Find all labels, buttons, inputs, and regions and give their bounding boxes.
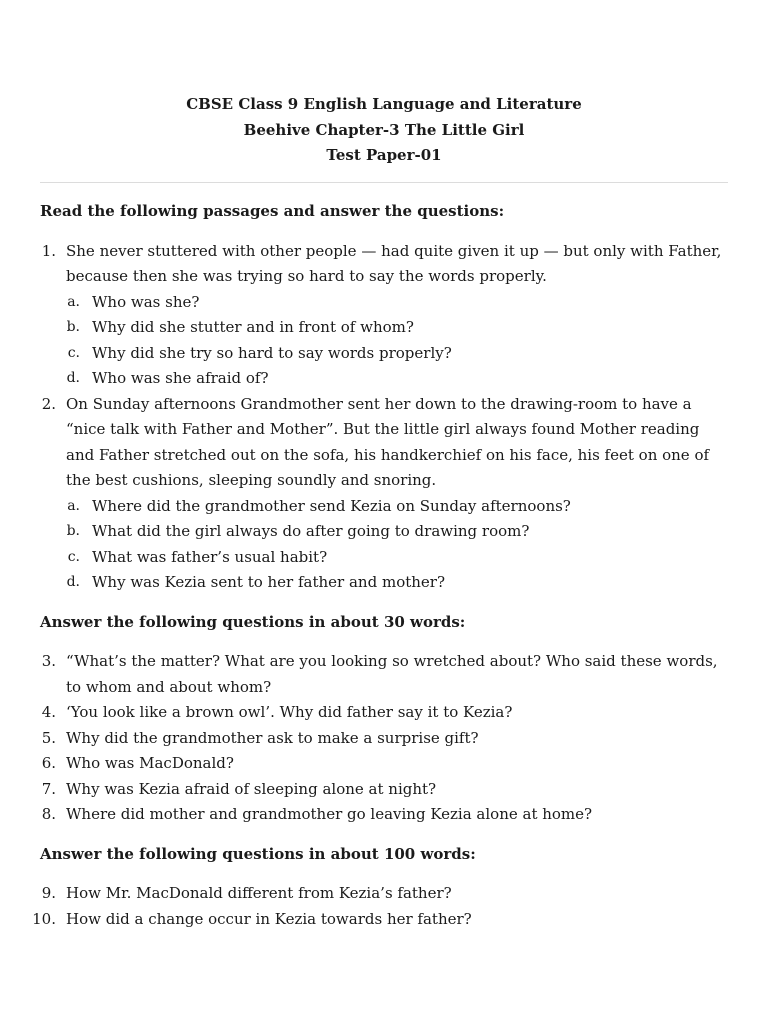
question-number: 2. bbox=[41, 394, 56, 413]
subquestion-item bbox=[66, 494, 728, 520]
question-text: How Mr. MacDonald different from Kezia’s father? bbox=[66, 884, 452, 902]
subquestion-text: What did the girl always do after going to drawing room? bbox=[92, 522, 530, 540]
question-number: 4. bbox=[41, 703, 56, 721]
subquestion-letter: a. bbox=[67, 497, 80, 514]
question-item bbox=[40, 726, 728, 752]
document-body bbox=[32, 199, 728, 932]
question-text: She never stuttered with other people — had quite given it up — but only with Father, because then she was trying so hard to say the words properly. bbox=[66, 241, 722, 285]
section-short-answer bbox=[40, 610, 728, 828]
section-heading: Answer the following questions in about 100 words: bbox=[40, 844, 476, 863]
question-number: 6. bbox=[41, 754, 56, 772]
question-number: 8. bbox=[41, 805, 56, 823]
question-text: How did a change occur in Kezia towards her father? bbox=[66, 909, 472, 928]
question-item bbox=[40, 881, 728, 907]
subquestion-letter: c. bbox=[67, 344, 80, 361]
question-item bbox=[32, 907, 728, 933]
subquestion-item bbox=[66, 366, 728, 392]
question-number: 1. bbox=[41, 241, 56, 260]
header-divider bbox=[40, 182, 728, 183]
subquestion-letter: b. bbox=[66, 319, 80, 335]
question-list bbox=[40, 649, 728, 828]
question-list bbox=[40, 239, 728, 596]
question-text: “What’s the matter? What are you looking so wretched about? Who said these words, to whom and about whom? bbox=[66, 652, 718, 696]
subquestion-text: Why did she stutter and in front of whom? bbox=[92, 318, 414, 336]
header-course-title: CBSE Class 9 English Language and Literature bbox=[186, 95, 582, 113]
subquestion-letter: d. bbox=[66, 574, 80, 590]
section-long-answer bbox=[32, 842, 728, 933]
subquestion-item bbox=[66, 290, 728, 316]
question-item bbox=[40, 777, 728, 803]
question-text: Who was MacDonald? bbox=[66, 754, 234, 772]
subquestion-item bbox=[66, 315, 728, 341]
header-paper-title: Test Paper-01 bbox=[326, 146, 442, 165]
question-text: ‘You look like a brown owl’. Why did father say it to Kezia? bbox=[66, 703, 513, 721]
subquestion-list bbox=[66, 290, 728, 392]
subquestion-letter: b. bbox=[66, 523, 80, 539]
question-item bbox=[40, 649, 728, 700]
question-number: 7. bbox=[41, 779, 56, 798]
question-item bbox=[40, 700, 728, 726]
subquestion-letter: a. bbox=[67, 293, 80, 310]
question-text: On Sunday afternoons Grandmother sent her down to the drawing-room to have a “nice talk with Father and Mother”. But the little girl always found Mother reading and Father stretched out on the sofa, his handkerchief on his face, his feet on one of the best cushions, sleeping soundly and snoring. bbox=[66, 394, 710, 489]
question-list bbox=[32, 881, 728, 932]
subquestion-text: Why did she try so hard to say words properly? bbox=[92, 343, 452, 362]
subquestion-list bbox=[66, 494, 728, 596]
question-number: 5. bbox=[41, 728, 56, 747]
section-heading: Answer the following questions in about 30 words: bbox=[40, 612, 466, 631]
question-item bbox=[40, 751, 728, 777]
question-number: 3. bbox=[41, 652, 56, 670]
subquestion-text: What was father’s usual habit? bbox=[92, 547, 328, 566]
subquestion-text: Why was Kezia sent to her father and mother? bbox=[92, 573, 445, 591]
subquestion-text: Who was she? bbox=[92, 292, 200, 311]
subquestion-text: Where did the grandmother send Kezia on Sunday afternoons? bbox=[92, 496, 571, 515]
question-text: Why was Kezia afraid of sleeping alone at night? bbox=[66, 779, 437, 798]
subquestion-letter: c. bbox=[67, 548, 80, 565]
subquestion-letter: d. bbox=[66, 370, 80, 386]
section-heading: Read the following passages and answer the questions: bbox=[40, 202, 505, 220]
question-item bbox=[40, 392, 728, 596]
question-text: Where did mother and grandmother go leaving Kezia alone at home? bbox=[66, 805, 593, 823]
subquestion-text: Who was she afraid of? bbox=[92, 369, 269, 387]
subquestion-item bbox=[66, 545, 728, 571]
subquestion-item bbox=[66, 570, 728, 596]
subquestion-item bbox=[66, 519, 728, 545]
question-item bbox=[40, 802, 728, 828]
header-chapter-title: Beehive Chapter-3 The Little Girl bbox=[243, 120, 525, 139]
subquestion-item bbox=[66, 341, 728, 367]
question-text: Why did the grandmother ask to make a surprise gift? bbox=[66, 728, 479, 747]
question-item bbox=[40, 239, 728, 392]
section-passages bbox=[40, 199, 728, 596]
question-number: 9. bbox=[41, 884, 56, 902]
question-number: 10. bbox=[32, 909, 56, 928]
document-header bbox=[0, 92, 768, 169]
